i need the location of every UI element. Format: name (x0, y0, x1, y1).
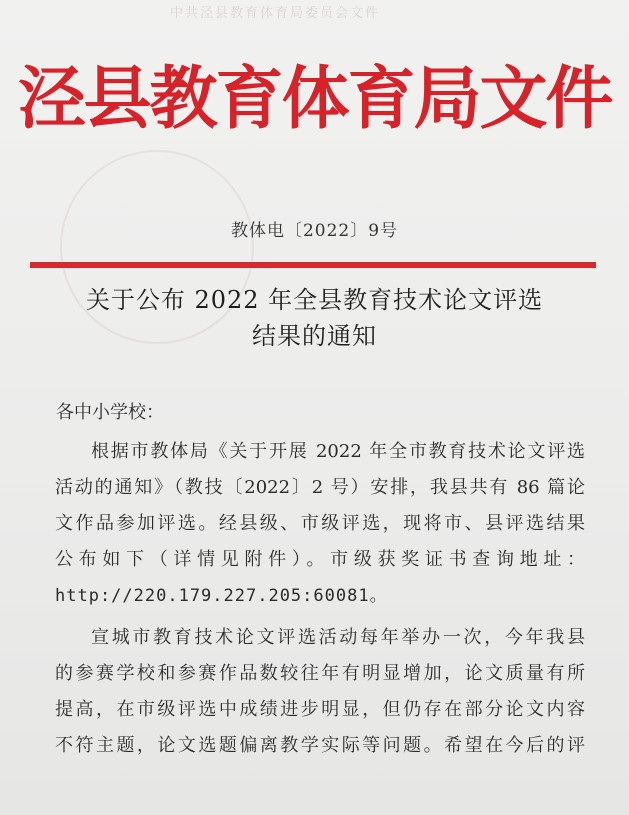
salutation: 各中小学校： (56, 402, 164, 423)
paragraph-line: 文作品参加评选。经县级、市级评选，现将市、县评选结果 (55, 513, 585, 534)
paragraph-1 (55, 434, 585, 614)
paragraph-line: 活动的通知》（教技〔2022〕2 号）安排，我县共有 86 篇论 (55, 477, 585, 498)
certificate-query-url: http://220.179.227.205:60081。 (55, 586, 388, 606)
paragraph-line: 提高，在市级评选中成绩进步明显，但仍存在部分论文内容 (55, 699, 585, 720)
notice-title (20, 282, 609, 354)
red-divider-line (30, 262, 596, 268)
faint-header-text: 中共泾县教育体育局委员会文件 (170, 6, 381, 20)
notice-title-line-1: 关于公布 2022 年全县教育技术论文评选 (85, 286, 544, 314)
paragraph-line: 不符主题，论文选题偏离教学实际等问题。希望在今后的评 (55, 735, 585, 756)
notice-title-line-2: 结果的通知 (252, 322, 377, 350)
paragraph-line: 根据市教体局《关于开展 2022 年全市教育技术论文评选 (91, 441, 585, 462)
paragraph-line: 宣城市教育技术论文评选活动每年举办一次，今年我县 (91, 627, 585, 648)
paragraph-line: 公布如下（详情见附件）。市级获奖证书查询地址： (55, 549, 585, 570)
paragraph-2 (55, 620, 585, 764)
document-number: 教体电〔2022〕9号 (230, 221, 399, 241)
paragraph-line: 的参赛学校和参赛作品数较往年有明显增加，论文质量有所 (55, 663, 585, 684)
document-masthead: 泾县教育体育局文件 (17, 60, 612, 139)
